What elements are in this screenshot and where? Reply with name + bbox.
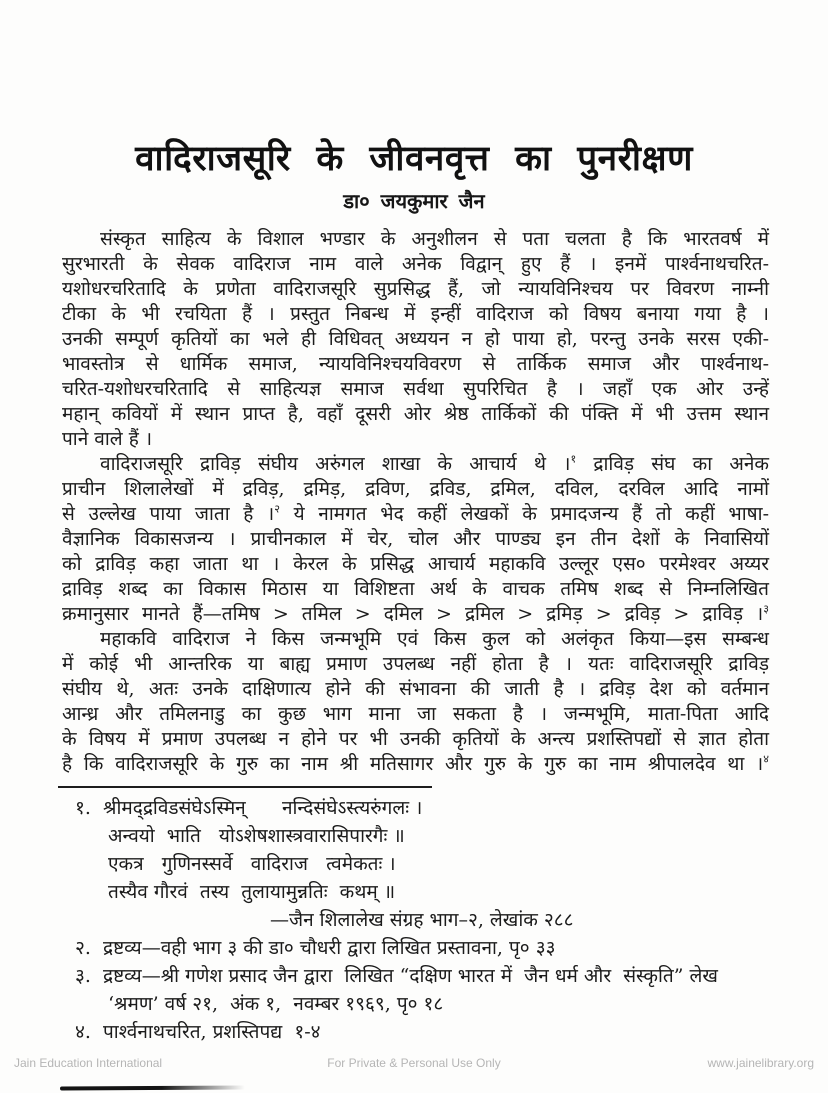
footer-usage-text: For Private & Personal Use Only (327, 1056, 501, 1070)
footnote-line: ३. द्रष्टव्य—श्री गणेश प्रसाद जैन द्वारा लिखित “दक्षिण भारत में जैन धर्म और संस्कृति” लेख (75, 965, 718, 987)
footnote (62, 794, 769, 934)
author-byline: डा० जयकुमार जैन (343, 189, 485, 213)
page-title: वादिराजसूरि के जीवनवृत्त का पुनरीक्षण (135, 138, 693, 179)
footnote-separator (58, 786, 432, 788)
footnote-line: १. श्रीमद्द्रविडसंघेऽस्मिन् नन्दिसंघेऽस्त्यरुंगलः । (75, 797, 423, 819)
paragraph (62, 227, 769, 452)
footnote-line: तस्यैव गौरवं तस्य तुलायामुन्नतिः कथम् ॥ (108, 881, 396, 903)
body-line: महान् कवियों में स्थान प्राप्त है, वहाँ दूसरी ओर श्रेष्ठ तार्किकों की पंक्ति में भी उत्तम स्थान (62, 403, 769, 425)
footnote (62, 1018, 769, 1046)
article-body (62, 227, 769, 777)
footnote-line: २. द्रष्टव्य—वही भाग ३ की डा० चौधरी द्वारा लिखित प्रस्तावना, पृ० ३३ (75, 937, 556, 959)
body-line: पाने वाले हैं । (62, 428, 153, 450)
body-line: उनकी सम्पूर्ण कृतियों का भले ही विधिवत् अध्ययन न हो पाया हो, परन्तु उनके सरस एकी- (62, 328, 769, 350)
body-line: प्राचीन शिलालेखों में द्रविड़, द्रमिड़, द्रविण, द्रविड, द्रमिल, दविल, दरविल आदि नामों (62, 478, 769, 500)
body-line: आन्ध्र और तमिलनाडु का कुछ भाग माना जा सकता है । जन्मभूमि, माता-पिता आदि (62, 703, 769, 725)
body-line: को द्राविड़ कहा जाता था । केरल के प्रसिद्ध आचार्य महाकवि उल्लूर एस० परमेश्वर अय्यर (62, 553, 769, 575)
paragraph (62, 452, 769, 627)
body-line: यशोधरचरितादि के प्रणेता वादिराजसूरि सुप्रसिद्ध हैं, जो न्यायविनिश्चय पर विवरण नाम्नी (62, 278, 769, 300)
body-line: संस्कृत साहित्य के विशाल भण्डार के अनुशीलन से पता चलता है कि भारतवर्ष में (100, 228, 769, 250)
body-line: क्रमानुसार मानते हैं—तमिष > तमिल > दमिल > द्रमिल > द्रमिड़ > द्रविड़ > द्राविड़ ।$^३$ (62, 602, 769, 625)
footnote-ref: ४ (763, 752, 769, 766)
body-line: है कि वादिराजसूरि के गुरु का नाम श्री मतिसागर और गुरु के गुरु का नाम श्रीपालदेव था ।$^४$ (62, 752, 769, 775)
scan-smudge-artifact (60, 1086, 245, 1091)
footnote-line: अन्वयो भाति योऽशेषशास्त्रवारासिपारगैः ॥ (108, 825, 405, 847)
body-line: सुरभारती के सेवक वादिराज नाम वाले अनेक विद्वान् हुए हैं । इनमें पार्श्वनाथचरित- (62, 253, 769, 275)
body-line: वैज्ञानिक विकासजन्य । प्राचीनकाल में चेर, चोल और पाण्ड्य इन तीन देशों के निवासियों (62, 528, 769, 550)
body-line: भावस्तोत्र से धार्मिक समाज, न्यायविनिश्चयविवरण से तार्किक समाज और पार्श्वनाथ- (62, 353, 769, 375)
footnotes (62, 794, 769, 1046)
footnote (62, 934, 769, 962)
body-line: में कोई भी आन्तरिक या बाह्य प्रमाण उपलब्ध नहीं होता है । यतः वादिराजसूरि द्राविड़ (62, 653, 769, 675)
page-footer (0, 1056, 828, 1076)
footnote-ref: १ (570, 452, 577, 466)
body-line: के विषय में प्रमाण उपलब्ध न होने पर भी उनकी कृतियों के अन्त्य प्रशस्तिपद्यों से ज्ञात होता (62, 728, 769, 750)
footer-publisher-text: Jain Education International (14, 1056, 163, 1070)
title-block (0, 138, 828, 214)
body-line: टीका के भी रचयिता हैं । प्रस्तुत निबन्ध में इन्हीं वादिराज को विषय बनाया गया है । (62, 303, 769, 325)
body-line: वादिराजसूरि द्राविड़ संघीय अरुंगल शाखा के आचार्य थे ।$^१$ द्राविड़ संघ का अनेक (100, 452, 770, 475)
footnote-line: ४. पार्श्वनाथचरित, प्रशस्तिपद्य १-४ (75, 1021, 321, 1043)
footnote-line: —जैन शिलालेख संग्रह भाग–२, लेखांक २८८ (270, 909, 574, 931)
footer-website-text: www.jainelibrary.org (707, 1056, 814, 1070)
footnote-ref: ३ (763, 602, 769, 616)
paragraph (62, 627, 769, 777)
footnote-line: ‘श्रमण’ वर्ष २१, अंक १, नवम्बर १९६९, पृ० १८ (108, 993, 444, 1015)
body-line: चरित-यशोधरचरितादि से साहित्यज्ञ समाज सर्वथा सुपरिचित है । जहाँ एक ओर उन्हें (62, 378, 769, 400)
body-line: द्राविड़ शब्द का विकास मिठास या विशिष्टता अर्थ के वाचक तमिष शब्द से निम्नलिखित (62, 578, 769, 600)
footnote-line: एकत्र गुणिनस्सर्वे वादिराज त्वमेकतः । (108, 853, 396, 875)
body-line: महाकवि वादिराज ने किस जन्मभूमि एवं किस कुल को अलंकृत किया—इस सम्बन्ध (100, 628, 769, 650)
footnote (62, 962, 769, 1018)
body-line: संघीय थे, अतः उनके दाक्षिणात्य होने की संभावना की जाती है । द्रविड़ देश को वर्तमान (62, 678, 769, 700)
footnote-ref: २ (274, 502, 280, 516)
body-line: से उल्लेख पाया जाता है ।$^२$ ये नामगत भेद कहीं लेखकों के प्रमादजन्य हैं तो कहीं भाषा- (62, 502, 769, 525)
